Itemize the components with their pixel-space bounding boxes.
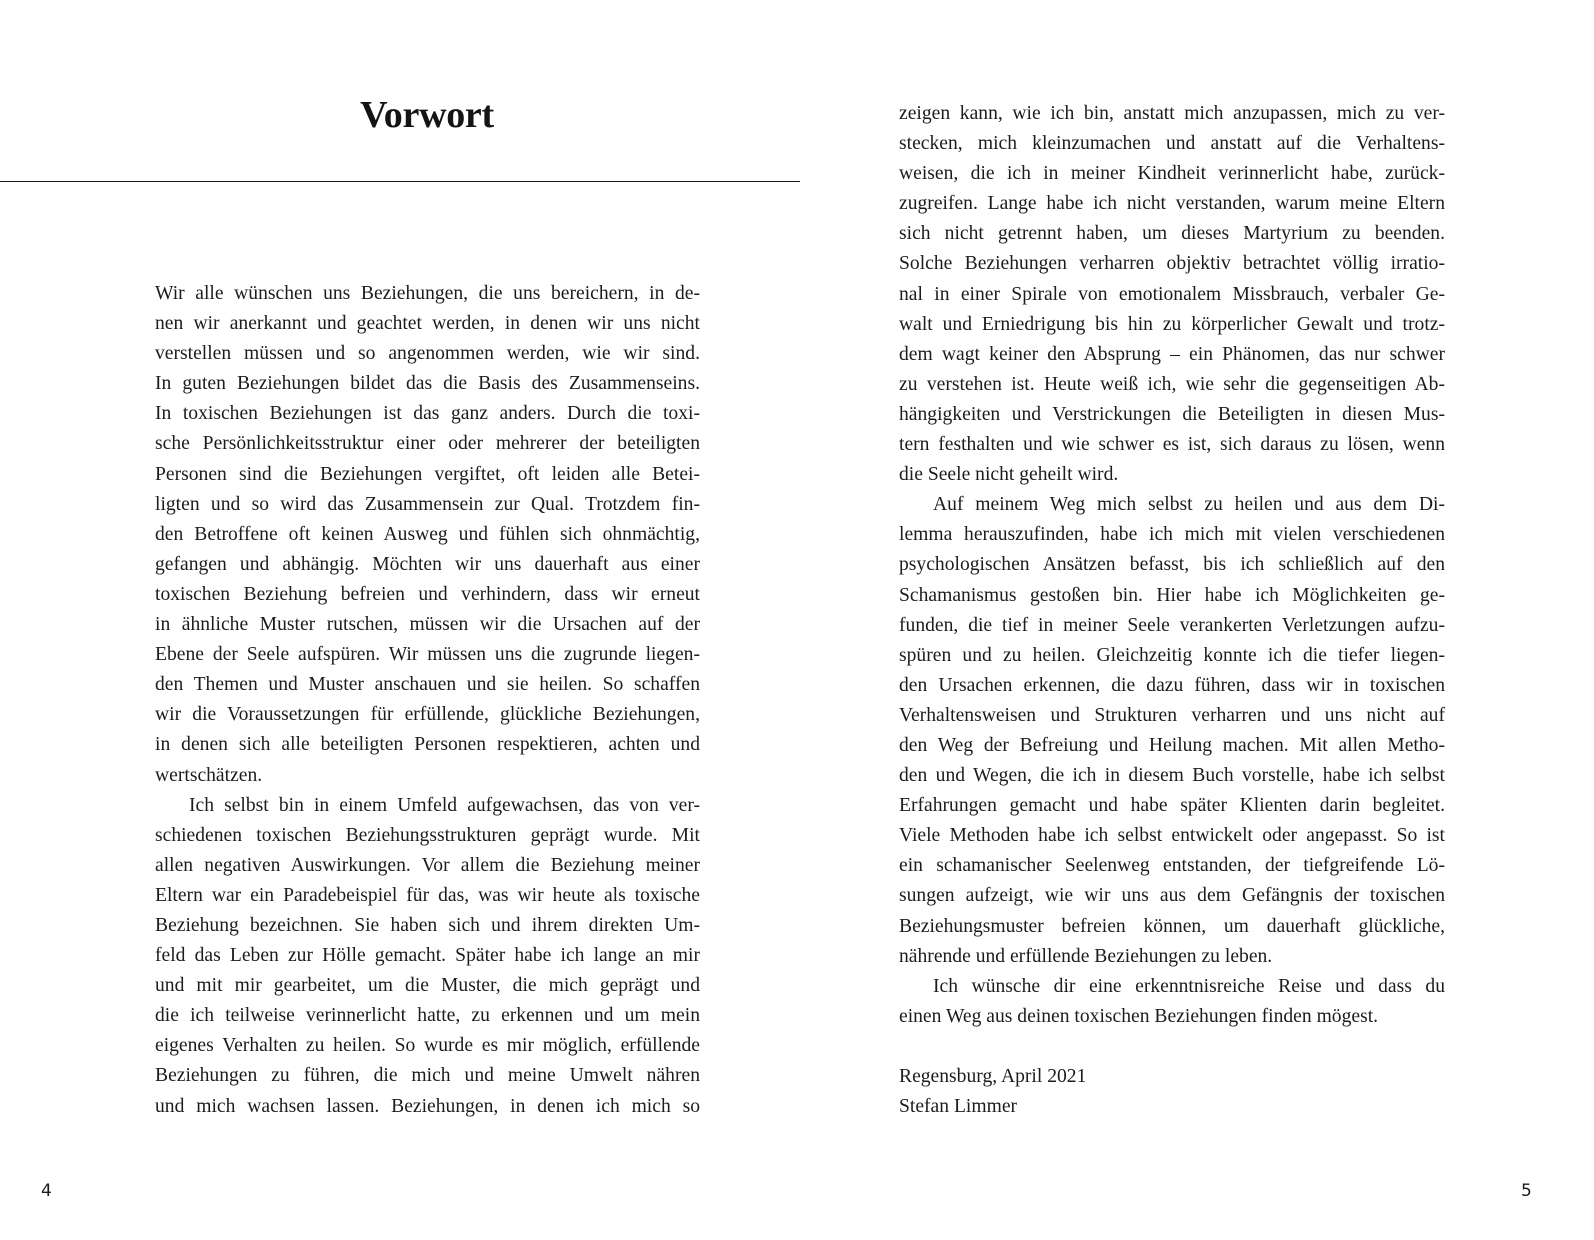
text-line: walt und Erniedrigung bis hin zu körperlicher Gewalt und trotz- (899, 313, 1445, 335)
text-line: ligten und so wird das Zusammensein zur Qual. Trotzdem fin- (155, 493, 700, 515)
text-line: Solche Beziehungen verharren objektiv betrachtet völlig irratio- (899, 253, 1445, 275)
text-line: einen Weg aus deinen toxischen Beziehungen finden mögest. (899, 1005, 1379, 1027)
page-number: 5 (1521, 1181, 1532, 1201)
place-date: Regensburg, April 2021 (899, 1066, 1087, 1087)
text-line: die Seele nicht geheilt wird. (899, 464, 1119, 486)
text-line: nen wir anerkannt und geachtet werden, in denen wir uns nicht (155, 313, 700, 335)
text-line: den und Wegen, die ich in diesem Buch vorstelle, habe ich selbst (899, 765, 1445, 787)
paragraph (899, 99, 1445, 490)
text-line: ein schamanischer Seelenweg entstanden, der tiefgreifende Lö- (899, 855, 1445, 877)
text-line: Beziehung bezeichnen. Sie haben sich und ihrem direkten Um- (155, 914, 700, 936)
author-name: Stefan Limmer (899, 1096, 1018, 1118)
text-line: den Ursachen erkennen, die dazu führen, dass wir in toxischen (899, 674, 1445, 696)
left-text-column (155, 279, 700, 1122)
text-line: Ich wünsche dir eine erkenntnisreiche Reise und dass du (933, 975, 1445, 997)
paragraph (899, 490, 1445, 972)
text-line: Eltern war ein Paradebeispiel für das, was wir heute als toxische (155, 884, 700, 906)
text-line: Wir alle wünschen uns Beziehungen, die uns bereichern, in de- (155, 283, 700, 304)
text-line: Ebene der Seele aufspüren. Wir müssen uns die zugrunde liegen- (155, 644, 700, 666)
text-line: Verhaltensweisen und Strukturen verharren und uns nicht auf (899, 704, 1445, 726)
text-line: verstellen müssen und so angenommen werden, wie wir sind. (155, 343, 700, 365)
signature-block (899, 1062, 1445, 1122)
text-line: wertschätzen. (155, 764, 263, 786)
text-line: Personen sind die Beziehungen vergiftet, oft leiden alle Betei- (155, 463, 700, 485)
text-line: in denen sich alle beteiligten Personen respektieren, achten und (155, 734, 700, 756)
text-line: Schamanismus gestoßen bin. Hier habe ich Möglichkeiten ge- (899, 584, 1445, 606)
text-line: schiedenen toxischen Beziehungsstrukturen geprägt wurde. Mit (155, 824, 700, 846)
text-line: feld das Leben zur Hölle gemacht. Später habe ich lange an mir (155, 945, 700, 967)
paragraph (899, 972, 1445, 1032)
text-line: Beziehungen zu führen, die mich und meine Umwelt nähren (155, 1065, 700, 1087)
text-line: nährende und erfüllende Beziehungen zu leben. (899, 945, 1273, 967)
text-line: sungen aufzeigt, wie wir uns aus dem Gefängnis der toxischen (899, 885, 1445, 907)
text-line: sche Persönlichkeitsstruktur einer oder mehrerer der beteiligten (155, 433, 700, 455)
chapter-title: Vorwort (360, 94, 494, 136)
text-line: tern festhalten und wie schwer es ist, sich daraus zu lösen, wenn (899, 434, 1445, 456)
text-line: zugreifen. Lange habe ich nicht verstanden, warum meine Eltern (899, 193, 1445, 215)
paragraph (155, 279, 700, 791)
text-line: sich nicht getrennt haben, um dieses Martyrium zu beenden. (899, 223, 1445, 245)
text-line: Auf meinem Weg mich selbst zu heilen und aus dem Di- (933, 494, 1445, 516)
text-line: nal in einer Spirale von emotionalem Missbrauch, verbaler Ge- (899, 283, 1445, 305)
text-line: stecken, mich kleinzumachen und anstatt auf die Verhaltens- (899, 133, 1445, 155)
text-line: eigenes Verhalten zu heilen. So wurde es mir möglich, erfüllende (155, 1035, 700, 1057)
text-line: zeigen kann, wie ich bin, anstatt mich anzupassen, mich zu ver- (899, 103, 1445, 124)
text-line: toxischen Beziehung befreien und verhindern, dass wir erneut (155, 583, 700, 605)
text-line: in ähnliche Muster rutschen, müssen wir die Ursachen auf der (155, 614, 700, 636)
text-line: gefangen und abhängig. Möchten wir uns dauerhaft aus einer (155, 553, 700, 575)
text-line: die ich teilweise verinnerlicht hatte, zu erkennen und um mein (155, 1005, 700, 1027)
text-line: weisen, die ich in meiner Kindheit verinnerlicht habe, zurück- (899, 163, 1445, 185)
text-line: wir die Voraussetzungen für erfüllende, glückliche Beziehungen, (155, 704, 700, 726)
text-line: den Betroffene oft keinen Ausweg und fühlen sich ohnmächtig, (155, 523, 700, 545)
page-number: 4 (41, 1181, 52, 1201)
text-line: den Themen und Muster anschauen und sie heilen. So schaffen (155, 674, 700, 696)
text-line: Beziehungsmuster befreien können, um dauerhaft glückliche, (899, 915, 1445, 937)
right-text-column (899, 99, 1445, 1122)
title-divider (0, 181, 800, 182)
right-page (797, 0, 1594, 1240)
text-line: funden, die tief in meiner Seele verankerten Verletzungen aufzu- (899, 614, 1445, 636)
text-line: Viele Methoden habe ich selbst entwickelt oder angepasst. So ist (899, 825, 1445, 847)
text-line: den Weg der Befreiung und Heilung machen. Mit allen Metho- (899, 734, 1445, 756)
text-line: hängigkeiten und Verstrickungen die Beteiligten in diesen Mus- (899, 403, 1445, 425)
text-line: Erfahrungen gemacht und habe später Klienten darin begleitet. (899, 795, 1445, 817)
text-line: spüren und zu heilen. Gleichzeitig konnte ich die tiefer liegen- (899, 644, 1445, 666)
text-line: psychologischen Ansätzen befasst, bis ich schließlich auf den (899, 554, 1445, 576)
text-line: und mit mir gearbeitet, um die Muster, die mich geprägt und (155, 975, 700, 997)
text-line: dem wagt keiner den Absprung – ein Phänomen, das nur schwer (899, 343, 1445, 365)
text-line: Ich selbst bin in einem Umfeld aufgewachsen, das von ver- (189, 794, 700, 816)
text-line: lemma herauszufinden, habe ich mich mit vielen verschiedenen (899, 524, 1445, 546)
paragraph (155, 791, 700, 1122)
text-line: allen negativen Auswirkungen. Vor allem die Beziehung meiner (155, 854, 700, 876)
text-line: In guten Beziehungen bildet das die Basis des Zusammenseins. (155, 373, 700, 395)
text-line: zu verstehen ist. Heute weiß ich, wie sehr die gegenseitigen Ab- (899, 373, 1445, 395)
text-line: In toxischen Beziehungen ist das ganz anders. Durch die toxi- (155, 403, 700, 425)
text-line: und mich wachsen lassen. Beziehungen, in denen ich mich so (155, 1095, 700, 1117)
